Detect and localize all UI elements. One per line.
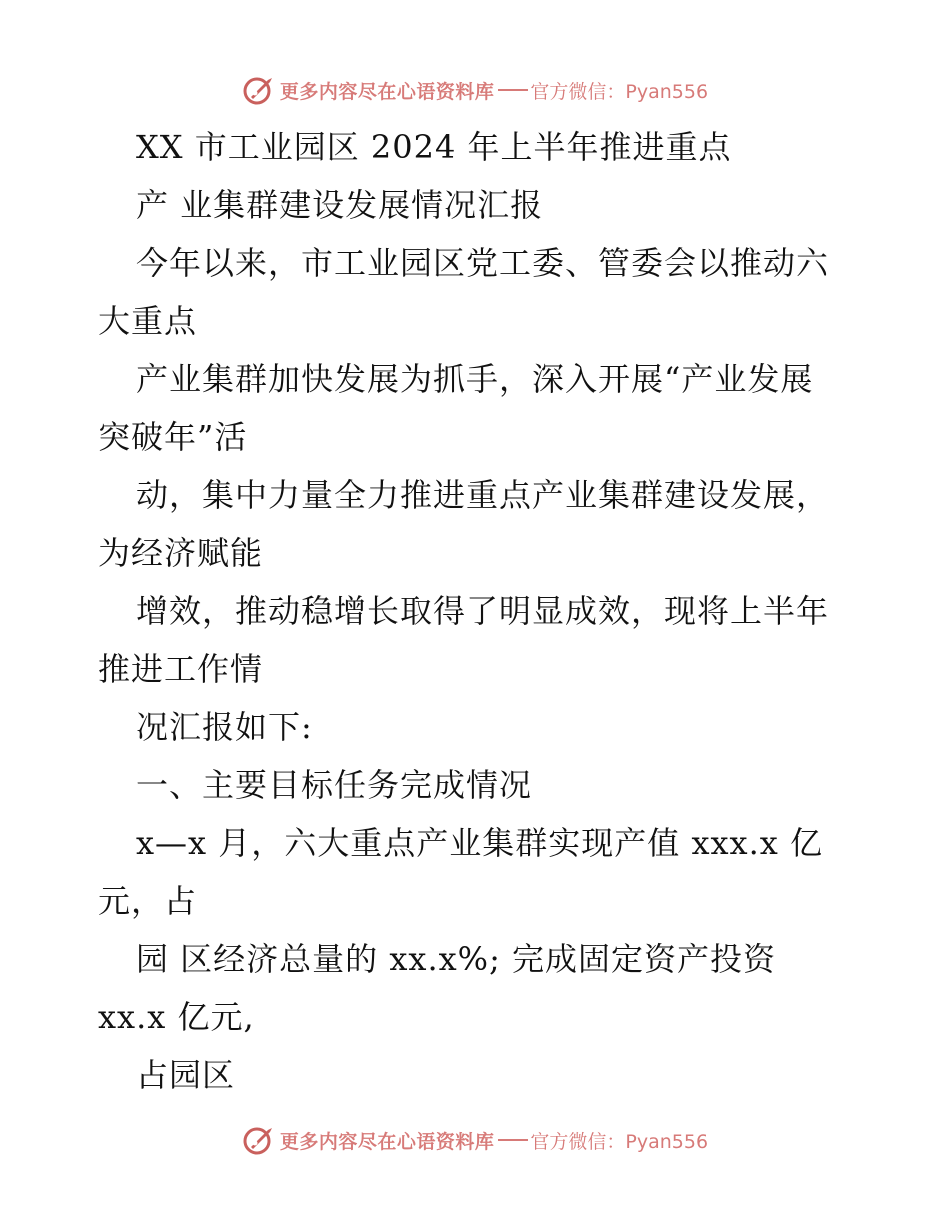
watermark-text: 更多内容尽在心语资料库: [279, 80, 495, 103]
paragraph-line: 增效，推动稳增长取得了明显成效，现将上半年: [136, 592, 830, 630]
watermark-wechat: 官方微信：Pyan556: [530, 80, 709, 103]
header-watermark: [0, 72, 950, 108]
paragraph-line: 突破年”活: [98, 418, 248, 456]
paragraph-line: 占园区: [136, 1056, 236, 1094]
paragraph-line: 今年以来，市工业园区党工委、管委会以推动六: [136, 244, 830, 282]
paragraph-line: 推进工作情: [98, 650, 264, 688]
paragraph-line: 况汇报如下:: [136, 708, 313, 746]
watermark-text: 更多内容尽在心语资料库: [279, 1130, 495, 1153]
paragraph-line: 元，占: [98, 882, 198, 920]
footer-watermark: [0, 1122, 950, 1158]
paragraph-line: 产业集群加快发展为抓手，深入开展“产业发展: [136, 360, 814, 398]
watermark-dash: [498, 1139, 528, 1141]
paragraph-line: 动，集中力量全力推进重点产业集群建设发展，: [136, 476, 830, 514]
watermark-dash: [498, 89, 528, 91]
doc-title-line-2: 产 业集群建设发展情况汇报: [136, 186, 544, 224]
watermark-wechat: 官方微信：Pyan556: [530, 1130, 709, 1153]
section-heading: 一、主要目标任务完成情况: [136, 766, 533, 804]
pen-logo-icon: [242, 1123, 276, 1157]
paragraph-line: xx.x 亿元,: [98, 998, 255, 1036]
document-body: [98, 118, 858, 1104]
paragraph-line: 大重点: [98, 302, 198, 340]
paragraph-line: 为经济赋能: [98, 534, 264, 572]
paragraph-line: 园 区经济总量的 xx.x%; 完成固定资产投资: [136, 940, 777, 978]
doc-title-line-1: XX 市工业园区 2024 年上半年推进重点: [136, 128, 732, 166]
paragraph-line: x—x 月，六大重点产业集群实现产值 xxx.x 亿: [136, 824, 823, 862]
pen-logo-icon: [242, 73, 276, 107]
